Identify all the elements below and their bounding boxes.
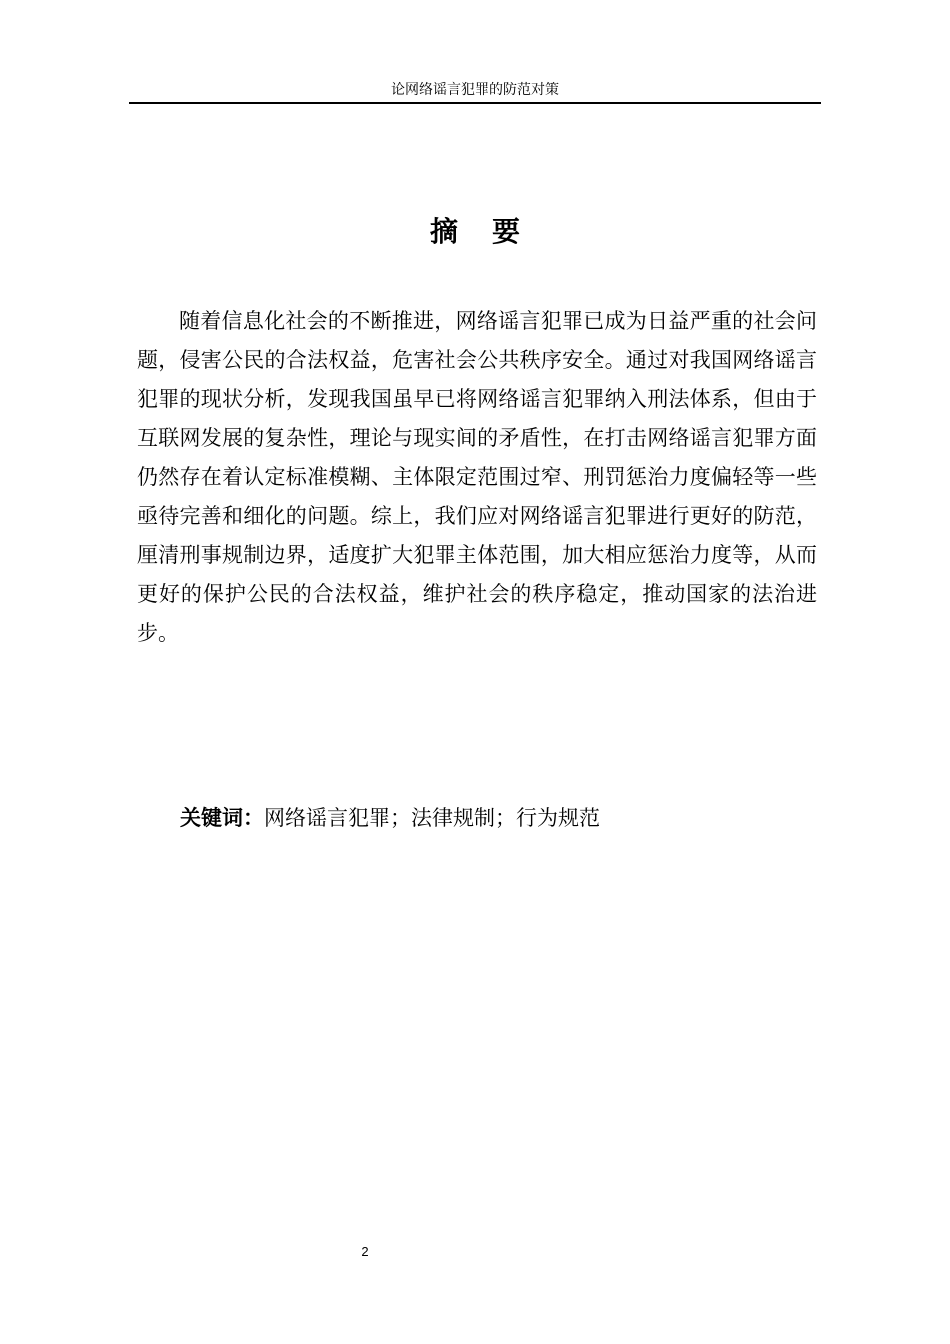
header-divider bbox=[129, 102, 821, 104]
running-header: 论网络谣言犯罪的防范对策 bbox=[391, 82, 559, 98]
keywords-value: 网络谣言犯罪；法律规制；行为规范 bbox=[264, 806, 600, 830]
keywords-label: 关键词： bbox=[180, 806, 264, 830]
abstract-body: 随着信息化社会的不断推进，网络谣言犯罪已成为日益严重的社会问题，侵害公民的合法权益，危害社会公共秩序安全。通过对我国网络谣言犯罪的现状分析，发现我国虽早已将网络谣言犯罪纳入刑法体系，但由于互联网发展的复杂性，理论与现实间的矛盾性，在打击网络谣言犯罪方面仍然存在着认定标准模糊、主体限定范围过窄、刑罚惩治力度偏轻等一些亟待完善和细化的问题。综上，我们应对网络谣言犯罪进行更好的防范，厘清刑事规制边界，适度扩大犯罪主体范围，加大相应惩治力度等，从而更好的保护公民的合法权益，维护社会的秩序稳定，推动国家的法治进步。 bbox=[137, 309, 817, 645]
page-number: 2 bbox=[361, 1244, 369, 1259]
keywords-line bbox=[180, 800, 820, 836]
abstract-title: 摘要 bbox=[429, 215, 554, 248]
